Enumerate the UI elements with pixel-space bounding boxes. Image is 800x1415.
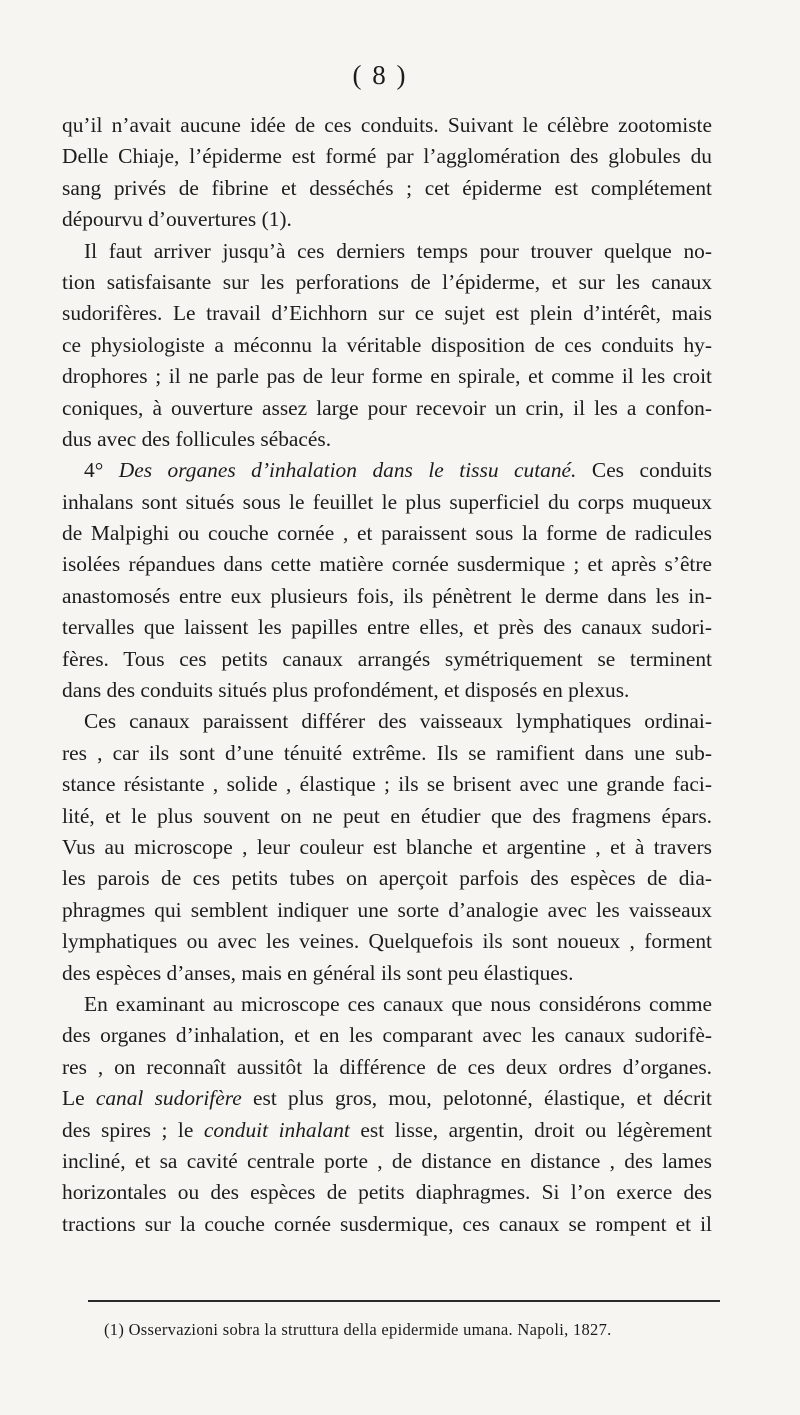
text-line: En examinant au microscope ces canaux que nous considérons comme <box>84 991 712 1016</box>
text-line: dépourvu d’ouvertures (1). <box>62 207 292 232</box>
page-number: ( 8 ) <box>352 60 408 90</box>
text-line: des organes d’inhalation, et en les comparant avec les canaux sudorifè- <box>62 1023 712 1048</box>
text-line: sudorifères. Le travail d’Eichhorn sur ce sujet est plein d’intérêt, mais <box>62 301 712 326</box>
text-line-italic-term <box>62 1115 712 1146</box>
text-line: sang privés de fibrine et desséchés ; cet épiderme est complétement <box>62 175 712 200</box>
text-line: dans des conduits situés plus profondément, et disposés en plexus. <box>62 678 630 703</box>
text-line: inhalans sont situés sous le feuillet le plus superficiel du corps muqueux <box>62 489 712 514</box>
text-fragment: Ces conduits <box>591 458 712 483</box>
text-line: Il faut arriver jusqu’à ces derniers temps pour trouver quelque no- <box>84 238 712 263</box>
text-line: incliné, et sa cavité centrale porte , de distance en distance , des lames <box>62 1148 712 1173</box>
text-line: anastomosés entre eux plusieurs fois, ils pénètrent le derme dans les in- <box>62 583 712 608</box>
body-text <box>62 110 712 1240</box>
text-fragment: est plus gros, mou, pelotonné, élastique, et décrit <box>253 1086 712 1111</box>
text-line: tervalles que laissent les papilles entre elles, et près des canaux sudori- <box>62 615 712 640</box>
text-line: fères. Tous ces petits canaux arrangés symétriquement se terminent <box>62 646 712 671</box>
text-line-italic-term <box>62 1083 712 1114</box>
text-line: isolées répandues dans cette matière cornée susdermique ; et après s’être <box>62 552 712 577</box>
text-line: dus avec des follicules sébacés. <box>62 426 332 451</box>
text-line: phragmes qui semblent indiquer une sorte d’analogie avec les vaisseaux <box>62 897 712 922</box>
footnote-divider <box>88 1300 720 1302</box>
text-line: tion satisfaisante sur les perforations de l’épiderme, et sur les canaux <box>62 269 712 294</box>
text-line: ce physiologiste a méconnu la véritable disposition de ces conduits hy- <box>62 332 712 357</box>
text-line: tractions sur la couche cornée susdermique, ces canaux se rompent et il <box>62 1211 712 1236</box>
section-title: Des organes d’inhalation dans le tissu cutané. <box>118 458 577 483</box>
text-line: horizontales ou des espèces de petits diaphragmes. Si l’on exerce des <box>62 1180 712 1205</box>
text-line: Ces canaux paraissent différer des vaisseaux lymphatiques ordinai- <box>84 709 712 734</box>
text-fragment: est lisse, argentin, droit ou légèrement <box>360 1117 712 1142</box>
text-line: qu’il n’avait aucune idée de ces conduits. Suivant le célèbre zootomiste <box>62 113 712 137</box>
term-canal-sudorifere: canal sudorifère <box>95 1086 242 1111</box>
text-line: coniques, à ouverture assez large pour recevoir un crin, il les a confon- <box>62 395 712 420</box>
text-line: lité, et le plus souvent on ne peut en étudier que des fragmens épars. <box>62 803 712 828</box>
term-conduit-inhalant: conduit inhalant <box>203 1117 350 1142</box>
text-line: stance résistante , solide , élastique ; ils se brisent avec une grande faci- <box>62 772 712 797</box>
text-line: les parois de ces petits tubes on aperçoit parfois des espèces de dia- <box>62 866 712 891</box>
text-line: de Malpighi ou couche cornée , et paraissent sous la forme de radicules <box>62 521 712 546</box>
text-line: drophores ; il ne parle pas de leur forme en spirale, et comme il les croit <box>62 364 712 389</box>
text-line: Vus au microscope , leur couleur est blanche et argentine , et à travers <box>62 834 712 859</box>
text-line: des espèces d’anses, mais en général ils sont peu élastiques. <box>62 960 574 985</box>
text-line: res , car ils sont d’une ténuité extrême. Ils se ramifient dans une sub- <box>62 740 712 765</box>
footnote: (1) Osservazioni sobra la struttura della epidermide umana. Napoli, 1827. <box>104 1320 612 1339</box>
text-line: lymphatiques ou avec les veines. Quelquefois ils sont noueux , forment <box>62 929 712 954</box>
text-fragment: Le <box>62 1086 85 1111</box>
text-line: Delle Chiaje, l’épiderme est formé par l’agglomération des globules du <box>62 144 712 169</box>
section-heading-line <box>62 455 712 486</box>
text-fragment: des spires ; le <box>62 1117 194 1142</box>
section-number: 4° <box>84 458 104 483</box>
text-line: res , on reconnaît aussitôt la différence de ces deux ordres d’organes. <box>62 1054 712 1079</box>
